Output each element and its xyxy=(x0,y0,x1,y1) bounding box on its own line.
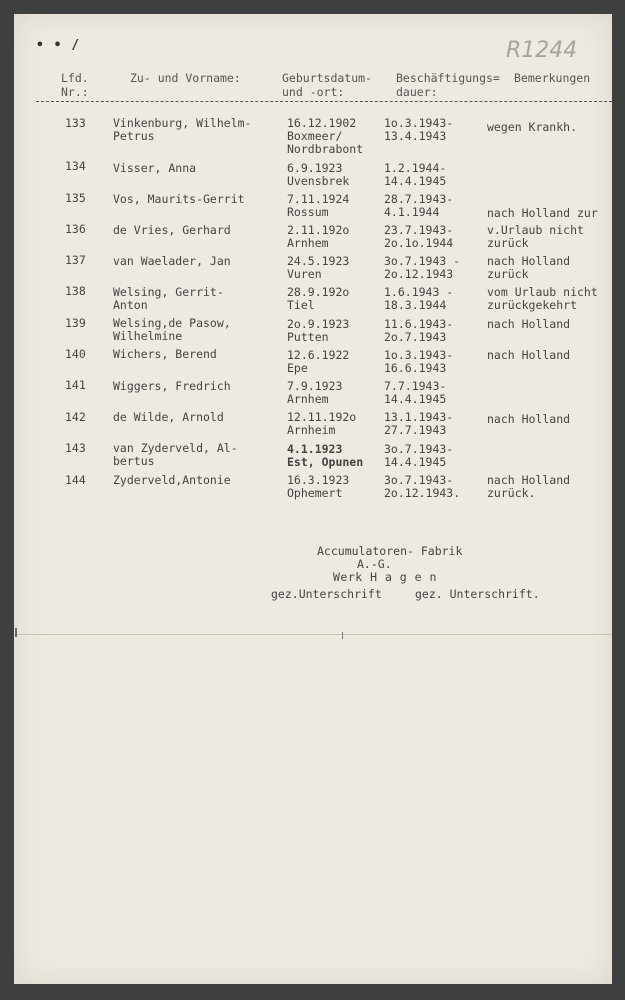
row-nr: 142 xyxy=(65,410,86,424)
row-employment: 11.6.1943- 2o.7.1943 xyxy=(384,317,454,344)
row-name: Welsing, Gerrit- Anton xyxy=(113,285,224,312)
row-name: Vos, Maurits-Gerrit xyxy=(113,192,245,206)
row-employment: 1o.3.1943- 16.6.1943 xyxy=(384,348,454,375)
row-birth: 16.12.1902 Boxmeer/ Nordbrabont xyxy=(287,116,364,156)
row-remarks: wegen Krankh. xyxy=(487,120,578,134)
row-birth: 24.5.1923 Vuren xyxy=(287,254,350,281)
row-nr: 136 xyxy=(65,222,86,236)
row-birth: 7.11.1924 Rossum xyxy=(287,192,350,219)
row-employment: 7.7.1943- 14.4.1945 xyxy=(384,379,447,406)
edge-mark xyxy=(15,628,17,637)
header-name: Zu- und Vorname: xyxy=(130,71,241,85)
company-name: Accumulatoren- Fabrik xyxy=(317,544,463,558)
row-name: de Wilde, Arnold xyxy=(113,410,224,424)
row-remarks: nach Holland zurück. xyxy=(487,473,571,500)
company-suffix: A.-G. xyxy=(357,557,392,571)
row-employment: 1.6.1943 - 18.3.1944 xyxy=(384,285,454,312)
fold-tick-mark xyxy=(342,632,343,639)
row-employment: 1o.3.1943- 13.4.1943 xyxy=(384,116,454,143)
header-divider xyxy=(36,101,612,102)
row-remarks: v.Urlaub nicht zurück xyxy=(487,223,584,250)
row-birth: 16.3.1923 Ophemert xyxy=(287,473,350,500)
row-birth: 4.1.1923 Est, Opunen xyxy=(287,442,364,469)
row-nr: 139 xyxy=(65,316,86,330)
row-birth: 12.6.1922 Epe xyxy=(287,348,350,375)
row-nr: 144 xyxy=(65,473,86,487)
handwritten-mark: • • / xyxy=(36,38,81,53)
row-nr: 138 xyxy=(65,284,86,298)
row-nr: 140 xyxy=(65,347,86,361)
signature-right: gez. Unterschrift. xyxy=(415,587,540,601)
row-remarks: nach Holland xyxy=(487,348,571,362)
row-birth: 12.11.192o Arnheim xyxy=(287,410,357,437)
row-birth: 2.11.192o Arnhem xyxy=(287,223,350,250)
signature-left: gez.Unterschrift xyxy=(271,587,382,601)
page-fold-line xyxy=(14,634,612,635)
row-employment: 1.2.1944- 14.4.1945 xyxy=(384,161,447,188)
row-nr: 137 xyxy=(65,253,86,267)
row-name: van Waelader, Jan xyxy=(113,254,231,268)
row-remarks: nach Holland zur xyxy=(487,206,598,220)
row-employment: 13.1.1943- 27.7.1943 xyxy=(384,410,454,437)
row-birth: 28.9.192o Tiel xyxy=(287,285,350,312)
row-nr: 141 xyxy=(65,378,86,392)
row-name: Welsing,de Pasow, Wilhelmine xyxy=(113,316,231,343)
row-name: Wiggers, Fredrich xyxy=(113,379,231,393)
row-remarks: nach Holland xyxy=(487,317,571,331)
row-employment: 28.7.1943- 4.1.1944 xyxy=(384,192,454,219)
row-nr: 133 xyxy=(65,116,86,130)
row-name: de Vries, Gerhard xyxy=(113,223,231,237)
row-birth: 6.9.1923 Uvensbrek xyxy=(287,161,350,188)
row-nr: 143 xyxy=(65,441,86,455)
header-employment: Beschäftigungs= dauer: xyxy=(396,71,500,99)
archive-reference: R1244 xyxy=(506,38,578,63)
row-nr: 135 xyxy=(65,191,86,205)
row-employment: 23.7.1943- 2o.1o.1944 xyxy=(384,223,454,250)
row-name: Vinkenburg, Wilhelm- Petrus xyxy=(113,116,252,143)
row-birth: 2o.9.1923 Putten xyxy=(287,317,350,344)
company-works: Werk H a g e n xyxy=(333,570,437,584)
row-name: Wichers, Berend xyxy=(113,347,217,361)
row-remarks: vom Urlaub nicht zurückgekehrt xyxy=(487,285,598,312)
row-birth: 7.9.1923 Arnhem xyxy=(287,379,343,406)
row-employment: 3o.7.1943 - 2o.12.1943 xyxy=(384,254,461,281)
header-lfd-nr: Lfd. Nr.: xyxy=(61,71,89,99)
header-remarks: Bemerkungen xyxy=(514,71,591,85)
row-remarks: nach Holland xyxy=(487,412,571,426)
row-employment: 3o.7.1943- 14.4.1945 xyxy=(384,442,454,469)
row-nr: 134 xyxy=(65,159,86,173)
row-name: van Zyderveld, Al- bertus xyxy=(113,441,238,468)
row-remarks: nach Holland zurück xyxy=(487,254,571,281)
row-name: Zyderveld,Antonie xyxy=(113,473,231,487)
row-name: Visser, Anna xyxy=(113,161,197,175)
header-birth: Geburtsdatum- und -ort: xyxy=(282,71,373,99)
row-employment: 3o.7.1943- 2o.12.1943. xyxy=(384,473,461,500)
